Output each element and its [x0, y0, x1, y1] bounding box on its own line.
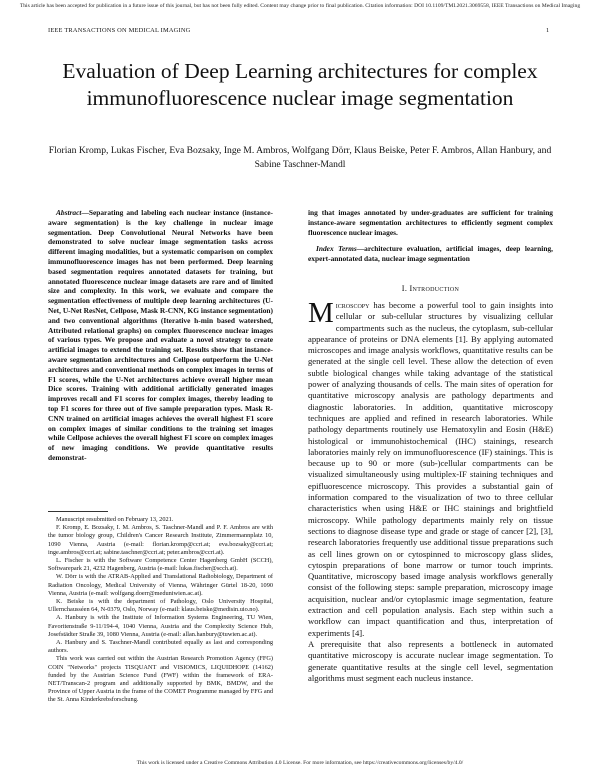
- paper-title: Evaluation of Deep Learning architectures for complex immunofluorescence nuclear image segmentation: [62, 59, 538, 110]
- abstract-dash: —: [81, 208, 89, 217]
- intro-text: has become a powerful tool to gain insights into cellular or sub-cellular structures by visualizing cellular compartments such as the nucleus, the cytoplasm, sub-cellular appearance of proteins or DNA elements [1]. By applying automated microscopes and image analysis workflows, quantitative results can be generated at the single cell level. These allow the detection of even subtle biological changes while taking advantage of the statistical power of analyzing thousands of cells. The main sites of operation for quantitative microscopy analysis are pathology departments and diagnostic laboratories. In addition, quantitative microscopy techniques are applied and refined in research laboratories. While pathology departments routinely use Hematoxylin and Eosin (H&E) histological or immunohistochemical (IHC) stainings, research laboratories mainly rely on immunofluorescence (IF) stainings. This is because up to 90 or more (sub-)cellular compartments can be visualized simultaneously using multiplex-IF staining techniques and epifluorescence microscopy. This provides a substantial gain of information compared to the visualization of two to three cellular characteristics when using H&E or IHC stainings and brightfield microscopy. While pathology departments mainly rely on tissue sections to diagnose disease type and grade or stage of cancer [2], [3], research laboratories frequently use additional tissue preparations such as cell lines grown on or cytospinned to microscopy glass slides, cytospin preparations of bone marrow or tumor touch imprints. Quantitative, microscopy based image analysis workflows generally consist of the following steps: sample preparation, microscopy image acquisition, nuclear and/or cytoplasmic image segmentation, feature extraction and cell population analysis. Each step within such a workflow can impact quantification and thus, interpretation of experiments [4].: [308, 300, 553, 638]
- section-number: I.: [401, 284, 408, 293]
- intro-paragraph: A prerequisite that also represents a bottleneck in automated quantitative microscopy is accurate nuclear image segmentation. To generate quantitative results at the single cell level, segmentation algorithms must segment each nucleus instance.: [308, 638, 553, 683]
- footnote: F. Kromp, E. Bozsaky, I. M. Ambros, S. Taschner-Mandl and P. F. Ambros are with the tumor biology group, Children's Cancer Research Institute, Zimmermannplatz 10, 1090 Vienna, Austria (e-mail: florian.kromp@ccri.at; eva.bozsaky@ccri.at; inge.ambros@ccri.at; sabine.taschner@ccri.at; peter.ambros@ccri.at).: [48, 524, 273, 556]
- abstract-continued: ing that images annotated by under-graduates are sufficient for training instance-aware segmentation architectures to efficiently segment complex fluorescence nuclear images.: [308, 208, 553, 237]
- intro-paragraph: [308, 297, 553, 639]
- intro-lead: icroscopy: [335, 300, 370, 310]
- abstract-text: Separating and labeling each nuclear instance (instance-aware segmentation) is the key challenge in nuclear image segmentation. Deep Convolutional Neural Networks have been demonstrated to solve nuclear image segmentation tasks across different imaging modalities, but a systematic comparison on complex immunofluorescence images has not been performed. Deep learning based segmentation requires annotated datasets for training, but annotated fluorescence nuclear image datasets are rare and of limited size and complexity. In this work, we evaluate and compare the segmentation effectiveness of multiple deep learning architectures (U-Net, U-Net ResNet, Cellpose, Mask R-CNN, KG instance segmentation) and two conventional algorithms (Iterative h-min based watershed, Attributed relational graphs) on complex fluorescence nuclear images of various types. We propose and evaluate a novel strategy to create artificial images to extend the training set. Results show that instance-aware segmentation architectures and Cellpose outperform the U-Net architectures and conventional methods on complex images in terms of F1 scores, while the U-Net architectures achieve overall higher mean Dice scores. Training with additional artificially generated images improves recall and F1 scores for complex images, thereby leading to top F1 scores for three out of five sample preparation types. Mask R-CNN trained on artificial images achieves the overall highest F1 score on complex images of similar conditions to the training set images while Cellpose achieves the overall highest F1 score on complex images of new imaging conditions. We provide quantitative results demonstrat-: [48, 208, 273, 462]
- index-terms-label: Index Terms: [316, 244, 357, 253]
- author-list: Florian Kromp, Lukas Fischer, Eva Bozsaky, Inge M. Ambros, Wolfgang Dörr, Klaus Beiske, Peter F. Ambros, Allan Hanbury, and Sabine Taschner-Mandl: [48, 145, 552, 170]
- footnote-divider: [48, 511, 108, 512]
- index-terms: [308, 244, 553, 264]
- running-head: IEEE TRANSACTIONS ON MEDICAL IMAGING: [48, 27, 191, 34]
- introduction-body: [308, 297, 553, 684]
- publication-notice: This article has been accepted for publication in a future issue of this journal, but has not been fully edited. Content may change prior to final publication. Citation information: DOI 10.1109/TMI.2021.3069558, IEEE Transactions on Medical Imaging: [19, 3, 581, 9]
- index-terms-dash: —: [356, 244, 365, 253]
- index-terms-text: architecture evaluation, artificial images, deep learning, expert-annotated data, nuclear image segmentation: [308, 244, 554, 263]
- abstract: [48, 208, 273, 463]
- page-number: 1: [546, 27, 550, 34]
- footnote: L. Fischer is with the Software Competence Center Hagenberg GmbH (SCCH), Softwarepark 21, 4232 Hagenberg, Austria (e-mail: lukas.fischer@scch.at).: [48, 557, 273, 573]
- footnote: W. Dörr is with the ATRAB-Applied and Translational Radiobiology, Department of Radiation Oncology, Medical University of Vienna, Währinger Gürtel 18-20, 1090 Vienna, Austria (e-mail: wolfgang.doerr@meduniwien.ac.at).: [48, 573, 273, 597]
- footnote: K. Beiske is with the department of Pathology, Oslo University Hospital, Ullernchausséen 64, N-0379, Oslo, Norway (e-mail: klaus.beiske@medisin.uio.no).: [48, 598, 273, 614]
- author-footnotes: [48, 516, 273, 705]
- footnote: A. Hanbury and S. Taschner-Mandl contributed equally as last and corresponding authors.: [48, 639, 273, 655]
- footnote: Manuscript resubmitted on February 13, 2021.: [56, 516, 174, 523]
- section-title: Introduction: [409, 284, 460, 293]
- drop-cap: M: [308, 297, 334, 329]
- license-notice: This work is licensed under a Creative Commons Attribution 4.0 License. For more information, see https://creativecommons.org/licenses/by/4.0/: [136, 760, 464, 766]
- footnote: This work was carried out within the Austrian Research Promotion Agency (FFG) COIN "Networks" projects TISQUANT and VISIOMICS, LIQUIDHOPE (14162) funded by the Austrian Science Fund (FWF) within the framework of ERA-NET/Transcan-2 program and additionally supported by BMK, BMDW, and the Province of Upper Austria in the frame of the COMET Programme managed by FFG and the St. Anna Kinderkrebsforschung.: [48, 655, 273, 704]
- abstract-label: Abstract: [56, 208, 82, 217]
- footnote: A. Hanbury is with the Institute of Information Systems Engineering, TU Wien, Favoritenstraße 9-11/194-4, 1040 Vienna, Austria and the Complexity Science Hub, Josefstädter Straße 39, 1080 Vienna, Austria (e-mail: allan.hanbury@tuwien.ac.at).: [48, 614, 273, 638]
- section-heading: [308, 284, 553, 293]
